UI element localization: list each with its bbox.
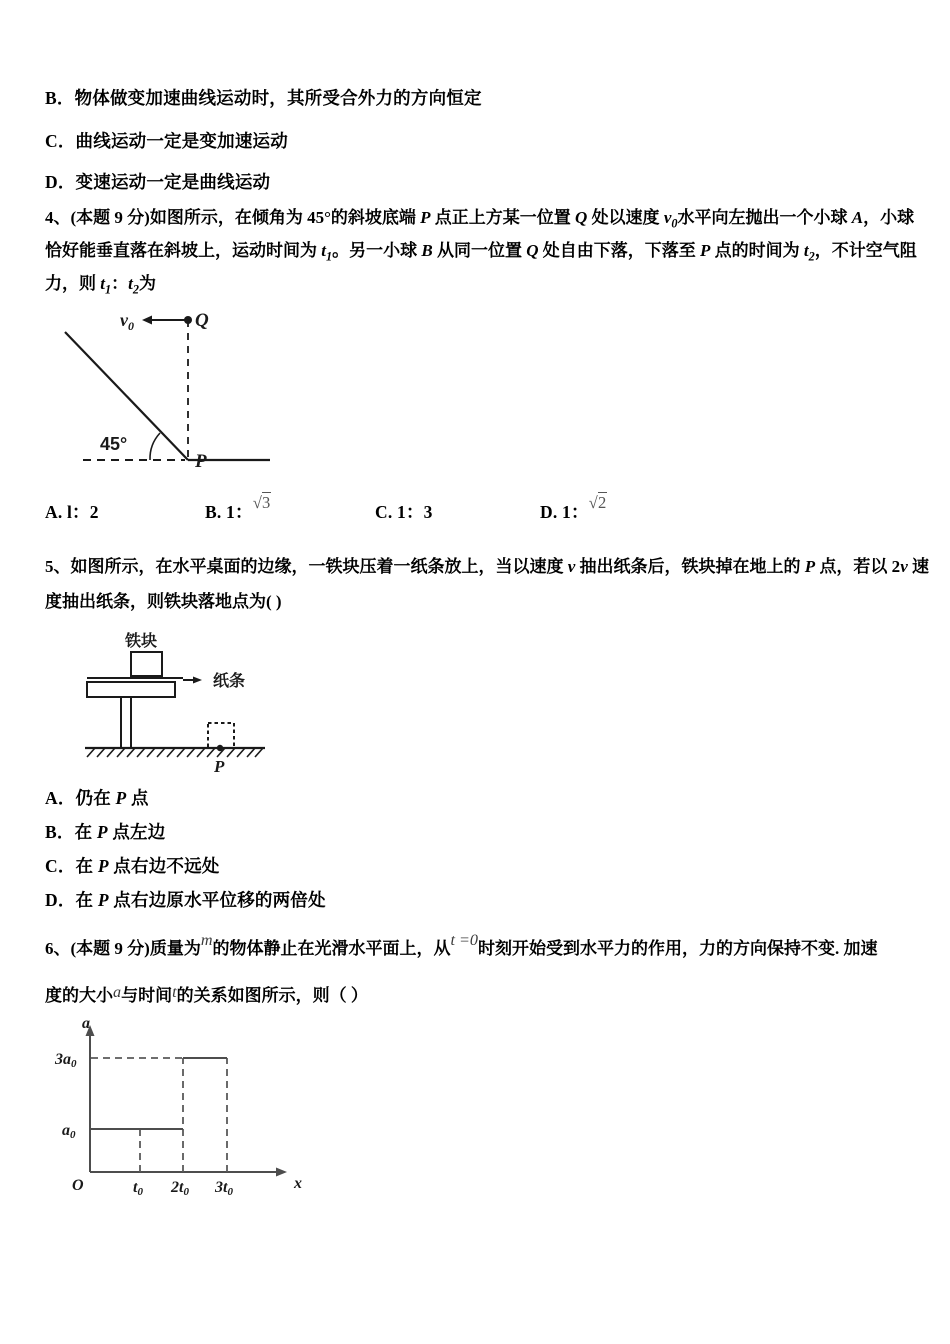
q4-sym-A: A bbox=[851, 208, 864, 227]
q4-l2-c: 从同一位置 bbox=[432, 241, 527, 260]
figure-label-block: 铁块 bbox=[125, 633, 158, 650]
q5-sym-P: P bbox=[804, 557, 816, 576]
q6-l1-c: 时刻开始受到水平力的作用，力的方向保持不变. 加速 bbox=[477, 939, 878, 958]
q6-sym-t: t bbox=[172, 984, 177, 1001]
figure-label-Q: Q bbox=[195, 310, 209, 331]
q4-sym-t1: t bbox=[321, 241, 326, 260]
q5-option-b bbox=[45, 822, 165, 843]
q4-text-a: 如图所示，在倾角为 45°的斜坡底端 bbox=[149, 208, 421, 227]
question-4-line-3 bbox=[45, 273, 156, 298]
q6-sym-m: m bbox=[200, 932, 213, 949]
q5-l1-c: 点，若以 2 bbox=[815, 557, 901, 576]
q6-score-tag: (本题 9 分) bbox=[70, 939, 150, 958]
q5-option-a-key: A． bbox=[45, 788, 76, 808]
q4-l3-b: 为 bbox=[138, 274, 156, 293]
q4-l3-t2-sub: 2 bbox=[132, 282, 139, 297]
q4-option-c-key: C. bbox=[375, 502, 393, 522]
q5-option-c-post: 点右边不远处 bbox=[108, 856, 220, 876]
figure-label-v0: $v_0$ bbox=[120, 310, 134, 333]
figure-label-P: P bbox=[195, 451, 207, 472]
q5-number: 5、 bbox=[45, 557, 71, 576]
q5-sym-v: v bbox=[567, 557, 576, 576]
q6-l2-b: 与时间 bbox=[121, 986, 173, 1005]
q5-l1-b: 抽出纸条后，铁块掉在地上的 bbox=[575, 557, 805, 576]
q5-option-b-post: 点左边 bbox=[107, 822, 166, 842]
q4-option-d bbox=[540, 493, 607, 523]
q5-option-b-sym: P bbox=[96, 822, 108, 842]
q4-l2-f: ，不计空气阻 bbox=[814, 241, 917, 260]
q4-text-c: 处以速度 bbox=[587, 208, 664, 227]
q5-option-a-pre: 仍在 bbox=[75, 788, 116, 808]
q5-option-c-pre: 在 bbox=[75, 856, 98, 876]
q5-option-d-key: D． bbox=[45, 890, 76, 910]
q4-sym-v-sub: 0 bbox=[671, 216, 678, 231]
q4-option-d-radical: √2 bbox=[588, 493, 607, 512]
q4-option-d-key: D. bbox=[540, 502, 558, 522]
option-c-q3: C．曲线运动一定是变加速运动 bbox=[45, 131, 288, 151]
q4-sym-v: v bbox=[663, 208, 672, 227]
q4-sym-P2: P bbox=[699, 241, 711, 260]
q4-option-d-text: 1： bbox=[562, 502, 589, 522]
q4-option-a-key: A. bbox=[45, 502, 63, 522]
figure-acceleration-time-graph bbox=[50, 1012, 315, 1197]
q6-l2-c: 的关系如图所示，则（ ） bbox=[176, 986, 368, 1005]
q4-option-b-text: 1： bbox=[226, 502, 253, 522]
graph-xtick-3t0: 3t0 bbox=[215, 1179, 233, 1198]
q4-l2-e: 点的时间为 bbox=[710, 241, 804, 260]
q4-option-a-text: l：2 bbox=[67, 502, 99, 522]
q4-text-b: 点正上方某一位置 bbox=[430, 208, 576, 227]
q4-sym-t2: t bbox=[803, 241, 809, 260]
q4-sym-B: B bbox=[421, 241, 433, 260]
question-6-line-1 bbox=[45, 932, 878, 960]
question-4-line-2 bbox=[45, 240, 917, 265]
question-5-line-1 bbox=[45, 556, 929, 577]
q5-option-a-sym: P bbox=[115, 788, 127, 808]
q6-l2-a: 度的大小 bbox=[45, 986, 113, 1005]
q5-option-a-post: 点 bbox=[126, 788, 149, 808]
q5-option-d-post: 点右边原水平位移的两倍处 bbox=[108, 890, 326, 910]
q4-l3-t1-sub: 1 bbox=[104, 282, 112, 297]
q4-l3-colon: ： bbox=[111, 274, 129, 293]
graph-ytick-3a0: 3a0 bbox=[55, 1051, 77, 1070]
q4-text-e: ，小球 bbox=[863, 208, 915, 227]
q6-sym-a: a bbox=[113, 984, 122, 1001]
q5-option-d bbox=[45, 890, 326, 911]
q4-l2-a: 恰好能垂直落在斜坡上，运动时间为 bbox=[45, 241, 322, 260]
q4-text-d: 水平向左抛出一个小球 bbox=[677, 208, 852, 227]
question-4-line-1 bbox=[45, 207, 914, 232]
q4-sym-P: P bbox=[420, 208, 431, 227]
graph-xtick-2t0: 2t0 bbox=[171, 1179, 189, 1198]
q4-l3-t2: t bbox=[128, 274, 133, 293]
q4-sym-Q2: Q bbox=[526, 241, 539, 260]
q5-option-b-key: B． bbox=[45, 822, 75, 842]
q4-score-tag: (本题 9 分) bbox=[70, 208, 150, 227]
question-6-line-2 bbox=[45, 985, 368, 1007]
q5-option-a bbox=[45, 788, 149, 809]
q4-option-c bbox=[375, 502, 433, 523]
q4-sym-t2-sub: 2 bbox=[808, 249, 815, 264]
figure-label-strip: 纸条 bbox=[213, 673, 246, 690]
graph-x-axis-label: x bbox=[294, 1175, 302, 1192]
q4-l3-t1: t bbox=[100, 274, 105, 293]
q4-option-d-radicand: 2 bbox=[597, 493, 607, 512]
q4-option-b-radicand: 3 bbox=[262, 493, 271, 512]
graph-ytick-a0: a0 bbox=[62, 1122, 76, 1141]
q6-sym-t0: t =0 bbox=[450, 932, 478, 949]
figure-block-paper-table bbox=[65, 630, 295, 780]
q6-l1-a: 质量为 bbox=[149, 939, 201, 958]
q4-option-a bbox=[45, 502, 99, 523]
option-d-q3: D．变速运动一定是曲线运动 bbox=[45, 172, 271, 192]
q5-sym-v2: v bbox=[900, 557, 908, 576]
q5-option-d-pre: 在 bbox=[75, 890, 98, 910]
q4-l2-d: 处自由下落，下落至 bbox=[538, 241, 700, 260]
q4-option-c-text: 1：3 bbox=[397, 502, 433, 522]
q4-option-b bbox=[205, 493, 271, 523]
q4-option-b-radical: √3 bbox=[252, 493, 271, 512]
q6-l1-b: 的物体静止在光滑水平面上，从 bbox=[212, 939, 451, 958]
figure-projectile-incline bbox=[45, 300, 275, 475]
q4-sym-t1-sub: 1 bbox=[325, 249, 333, 264]
q6-number: 6、 bbox=[45, 939, 71, 958]
q5-l1-d: 速 bbox=[907, 557, 929, 576]
figure-label-angle: 45° bbox=[100, 434, 128, 454]
q4-l3-a: 力，则 bbox=[45, 274, 101, 293]
q4-option-b-key: B. bbox=[205, 502, 222, 522]
q5-option-c-sym: P bbox=[97, 856, 109, 876]
q5-l1-a: 如图所示，在水平桌面的边缘，一铁块压着一纸条放上，当以速度 bbox=[70, 557, 568, 576]
figure-label-P-landing: P bbox=[214, 757, 225, 776]
question-5-line-2: 度抽出纸条，则铁块落地点为( ) bbox=[45, 592, 282, 611]
q5-option-d-sym: P bbox=[97, 890, 109, 910]
q4-sym-Q: Q bbox=[575, 208, 588, 227]
graph-origin-label: O bbox=[72, 1177, 84, 1194]
graph-y-axis-label: a bbox=[82, 1015, 90, 1032]
option-b-q3: B．物体做变加速曲线运动时，其所受合外力的方向恒定 bbox=[45, 88, 482, 108]
q5-option-c bbox=[45, 856, 220, 877]
graph-xtick-t0: t0 bbox=[133, 1179, 143, 1198]
q5-option-b-pre: 在 bbox=[74, 822, 97, 842]
q4-number: 4、 bbox=[45, 208, 71, 227]
q4-l2-b: 。另一小球 bbox=[332, 241, 422, 260]
q5-option-c-key: C． bbox=[45, 856, 76, 876]
